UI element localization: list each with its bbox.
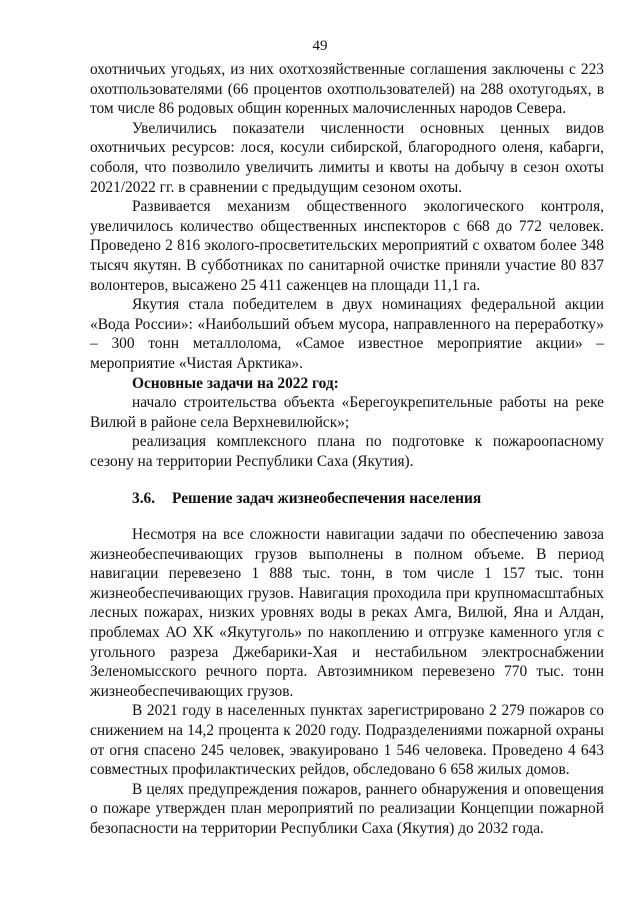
page-number: 49 bbox=[312, 38, 328, 54]
paragraph-fires: В 2021 году в населенных пунктах зарегистрировано 2 279 пожаров со снижением на 14,2 процента к 2020 году. Подразделениями пожарной охраны от огня спасено 245 человек, эвакуировано 1 546 человека. Проведено 4 643 совместных профилактических рейдов, обследовано 6 658 жилых домов. bbox=[90, 702, 604, 779]
paragraph-navigation: Несмотря на все сложности навигации задачи по обеспечению завоза жизнеобеспечивающих грузов выполнены в полном объеме. В период навигации перевезено 1 888 тыс. тонн, в том числе 1 157 тыс. тонн жизнеобеспечивающих грузов. Навигация проходила при крупномасштабных лесных пожарах, низких уровнях воды в реках Амга, Вилюй, Яна и Алдан, проблемах АО ХК «Якутуголь» по накоплению и отгрузке каменного угля с угольного разреза Джебарики-Хая и нестабильном электроснабжении Зеленомысского речного порта. Автозимником перевезено 770 тыс. тонн жизнеобеспечивающих грузов. bbox=[90, 526, 604, 700]
tasks-heading: Основные задачи на 2022 год: bbox=[132, 374, 339, 392]
section-number: 3.6. bbox=[132, 490, 156, 508]
paragraph-fire-prevention: В целях предупреждения пожаров, раннего обнаружения и оповещения о пожаре утвержден план мероприятий по реализации Концепции пожарной безопасности на территории Республики Саха (Якутия) до 2032 года. bbox=[90, 780, 604, 837]
paragraph-ecological-control: Развивается механизм общественного экологического контроля, увеличилось количество общественных инспекторов с 668 до 772 человек. Проведено 2 816 эколого-просветительских мероприятий с охватом более 348 тысяч якутян. В субботниках по санитарной очистке приняли участие 80 837 волонтеров, высажено 25 411 саженцев на площади 11,1 га. bbox=[90, 198, 604, 294]
task-item: реализация комплексного плана по подготовке к пожароопасному сезону на территории Республики Саха (Якутия). bbox=[90, 433, 604, 470]
task-item: начало строительства объекта «Берегоукрепительные работы на реке Вилюй в районе села Верхневилюйск»; bbox=[90, 394, 604, 431]
paragraph-hunting-resources: Увеличились показатели численности основных ценных видов охотничьих ресурсов: лося, косули сибирской, благородного оленя, кабарги, соболя, что позволило увеличить лимиты и квоты на добычу в сезон охоты 2021/2022 гг. в сравнении с предыдущим сезоном охоты. bbox=[90, 119, 604, 196]
paragraph-water-of-russia: Якутия стала победителем в двух номинациях федеральной акции «Вода России»: «Наибольший объем мусора, направленного на переработку» – 300 тонн металлолома, «Самое известное мероприятие акции» – мероприятие «Чистая Арктика». bbox=[90, 296, 604, 372]
section-heading bbox=[90, 489, 604, 509]
section-title: Решение задач жизнеобеспечения населения bbox=[172, 490, 482, 508]
paragraph-hunting-agreements: охотничьих угодьях, из них охотхозяйственные соглашения заключены с 223 охотпользователями (66 процентов охотпользователей) на 288 охотугодьях, в том числе 86 родовых общин коренных малочисленных народов Севера. bbox=[90, 61, 604, 118]
document-body bbox=[90, 60, 604, 839]
